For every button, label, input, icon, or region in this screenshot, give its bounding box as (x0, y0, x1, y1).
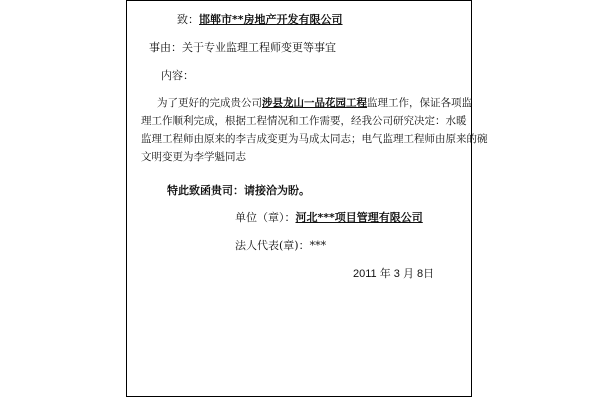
date-month-unit: 月 (402, 268, 414, 280)
addressee-company: 邯郸市**房地产开发有限公司 (199, 13, 343, 26)
body-line-1 (157, 96, 472, 110)
body-line-1-pre: 为了更好的完成贵公司 (157, 97, 262, 109)
unit-label: 单位（章）： (235, 211, 296, 224)
body-line-4: 文明变更为李学魁同志 (141, 151, 246, 163)
letter-page (126, 0, 488, 397)
date-day-unit: 日 (423, 268, 435, 280)
date-line (353, 267, 434, 281)
addressee-prefix: 致： (177, 13, 199, 26)
body-line-3: 监理工程师由原来的李吉成变更为马成太同志；电气监理工程师由原来的碗 (141, 133, 488, 145)
subject-line: 事由：关于专业监理工程师变更等事宜 (149, 41, 336, 54)
date-year-unit: 年 (379, 268, 391, 280)
body-line-1-post: 监理工作，保证各项监 (367, 97, 472, 109)
body-line-2: 理工作顺利完成，根据工程情况和工作需要，经我公司研究决定：水暖 (141, 115, 467, 127)
date-year: 2011 (353, 268, 377, 280)
unit-name: 河北***项目管理有限公司 (295, 211, 423, 224)
closing-line: 特此致函贵司：请接洽为盼。 (167, 184, 310, 197)
date-month: 3 (393, 268, 400, 280)
addressee-line (177, 13, 343, 27)
project-name: 涉县龙山一品花园工程 (262, 97, 367, 109)
unit-line (235, 211, 423, 225)
legal-rep-line: 法人代表(章)：*** (235, 239, 327, 252)
content-label: 内容： (161, 69, 194, 82)
date-day: 8 (417, 268, 424, 280)
